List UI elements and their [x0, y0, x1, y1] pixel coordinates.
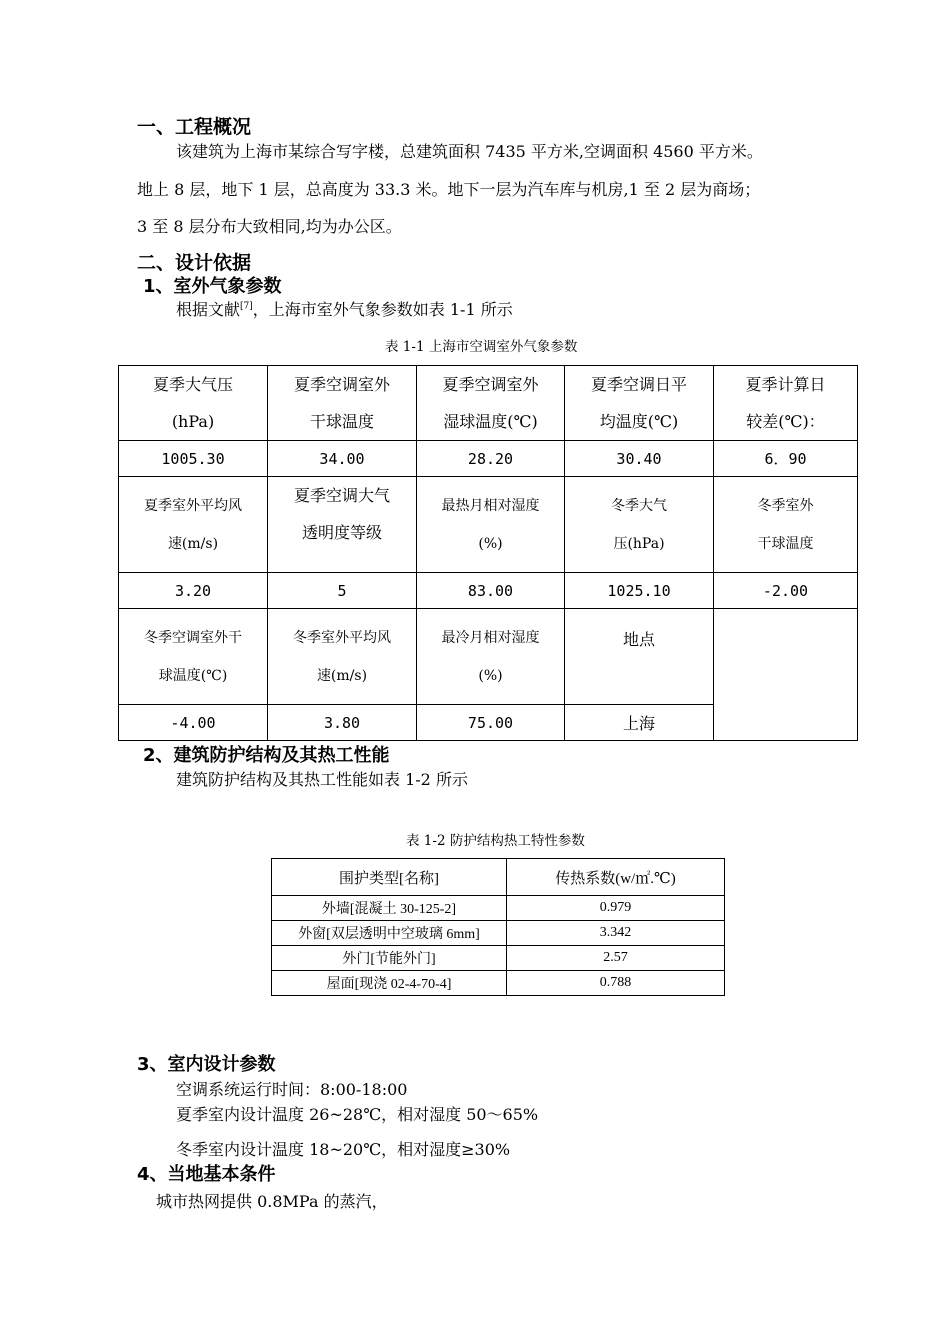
table1-value-cell: 3.20	[119, 573, 268, 609]
table1-value-cell: 30.40	[565, 441, 714, 477]
table2-header-coefficient: 传热系数(w/㎡.℃)	[507, 859, 725, 896]
table1-header-cell-unit: 湿球温度(℃)	[443, 412, 538, 431]
table1-header-cell: 冬季室外	[757, 497, 814, 514]
table1-header-cell-unit: 压(hPa)	[613, 535, 665, 552]
table1-value-cell: 1025.10	[565, 573, 714, 609]
table2-cell-type: 外墙[混凝土 30-125-2]	[272, 896, 507, 921]
table-envelope-thermal	[271, 858, 725, 996]
table1-header-cell-unit: 速(m/s)	[316, 667, 368, 684]
table1-header-cell-unit: (hPa)	[171, 412, 215, 431]
table2-cell-value: 0.979	[507, 896, 725, 921]
table2-cell-value: 3.342	[507, 921, 725, 946]
table2-cell-type: 外门[节能外门]	[272, 946, 507, 971]
table1-value-cell: -2.00	[714, 573, 858, 609]
table2-row	[272, 896, 725, 921]
table1-header-cell: 最冷月相对湿度	[441, 629, 540, 646]
envelope-intro: 建筑防护结构及其热工性能如表 1-2 所示	[176, 770, 468, 789]
overview-line-2: 地上 8 层，地下 1 层，总高度为 33.3 米。地下一层为汽车库与机房,1 至 2 层为商场；	[137, 180, 761, 199]
table1-header-cell-unit: 干球温度	[309, 412, 374, 431]
table2-caption: 表 1-2 防护结构热工特性参数	[406, 833, 585, 849]
table1-header-cell: 夏季计算日	[745, 375, 826, 394]
table1-header-cell: 夏季室外平均风	[144, 497, 242, 514]
table1-location-header: 地点	[565, 609, 714, 705]
table1-header-cell: 冬季空调室外干	[144, 629, 242, 646]
table1-header-cell: 夏季大气压	[152, 375, 233, 394]
table2-header-type: 围护类型[名称]	[272, 859, 507, 896]
table1-header-cell: 夏季空调大气	[293, 486, 390, 505]
table2-row	[272, 921, 725, 946]
table2-row	[272, 946, 725, 971]
table1-header-row-2	[119, 477, 858, 573]
table1-header-cell: 夏季空调室外	[442, 375, 539, 394]
table1-caption: 表 1-1 上海市空调室外气象参数	[385, 339, 578, 355]
table1-header-cell: 夏季空调日平	[590, 375, 687, 394]
subsection-title-local-conditions: 4、当地基本条件	[137, 1164, 276, 1185]
overview-line-3: 3 至 8 层分布大致相同,均为办公区。	[137, 217, 402, 236]
table1-header-cell-unit: 干球温度	[757, 535, 814, 552]
table1-value-cell: 83.00	[417, 573, 565, 609]
table1-header-cell-unit: 球温度(℃)	[158, 667, 228, 684]
indoor-line-3: 冬季室内设计温度 18~20℃，相对湿度≥30%	[176, 1140, 511, 1159]
table-outdoor-weather	[118, 365, 858, 741]
table1-value-cell: 28.20	[417, 441, 565, 477]
table1-value-cell: 1005.30	[119, 441, 268, 477]
table1-header-cell: 冬季大气	[611, 497, 667, 514]
table2-cell-value: 2.57	[507, 946, 725, 971]
reference-mark: [7]	[240, 301, 253, 312]
table1-empty-cell	[714, 609, 858, 741]
table1-header-cell: 最热月相对湿度	[441, 497, 540, 514]
table1-header-cell-unit: 速(m/s)	[167, 535, 219, 552]
intro-text-before: 根据文献	[176, 300, 241, 319]
table1-value-cell: -4.00	[119, 705, 268, 741]
table2-cell-type: 外窗[双层透明中空玻璃 6mm]	[272, 921, 507, 946]
overview-line-1: 该建筑为上海市某综合写字楼，总建筑面积 7435 平方米,空调面积 4560 平方米。	[176, 142, 763, 161]
table2-cell-value: 0.788	[507, 971, 725, 996]
table1-header-cell-unit: (%)	[478, 667, 503, 684]
table1-location-value: 上海	[565, 705, 714, 741]
table1-value-cell: 5	[268, 573, 417, 609]
table1-value-cell: 75.00	[417, 705, 565, 741]
table1-header-cell: 夏季空调室外	[293, 375, 390, 394]
table1-value-row-2	[119, 573, 858, 609]
indoor-line-2: 夏季室内设计温度 26~28℃，相对湿度 50～65%	[176, 1105, 539, 1124]
section-title-design-basis: 二、设计依据	[137, 252, 252, 274]
intro-text-after: ，上海市室外气象参数如表 1-1 所示	[252, 300, 513, 319]
outdoor-weather-intro	[176, 297, 513, 320]
subsection-title-indoor: 3、室内设计参数	[137, 1054, 276, 1075]
subsection-title-envelope: 2、建筑防护结构及其热工性能	[143, 745, 390, 766]
table2-cell-type: 屋面[现浇 02-4-70-4]	[272, 971, 507, 996]
table1-header-cell-unit: 较差(℃)：	[746, 412, 825, 431]
table1-header-cell-unit: 透明度等级	[301, 523, 382, 542]
table1-value-cell: 6．90	[714, 441, 858, 477]
table2-row	[272, 971, 725, 996]
table1-value-row-1	[119, 441, 858, 477]
indoor-line-1: 空调系统运行时间：8:00-18:00	[176, 1080, 408, 1099]
table1-value-cell: 3.80	[268, 705, 417, 741]
table1-header-row-3	[119, 609, 858, 705]
table1-header-row-1	[119, 366, 858, 441]
table1-header-cell-unit: (%)	[478, 535, 503, 552]
section-title-overview: 一、工程概况	[137, 116, 252, 138]
table1-value-cell: 34.00	[268, 441, 417, 477]
table1-header-cell: 冬季室外平均风	[293, 629, 391, 646]
table1-header-cell-unit: 均温度(℃)	[599, 412, 679, 431]
table2-header-row	[272, 859, 725, 896]
local-conditions-line-1: 城市热网提供 0.8MPa 的蒸汽，	[156, 1192, 388, 1211]
subsection-title-outdoor-weather: 1、室外气象参数	[143, 276, 282, 297]
